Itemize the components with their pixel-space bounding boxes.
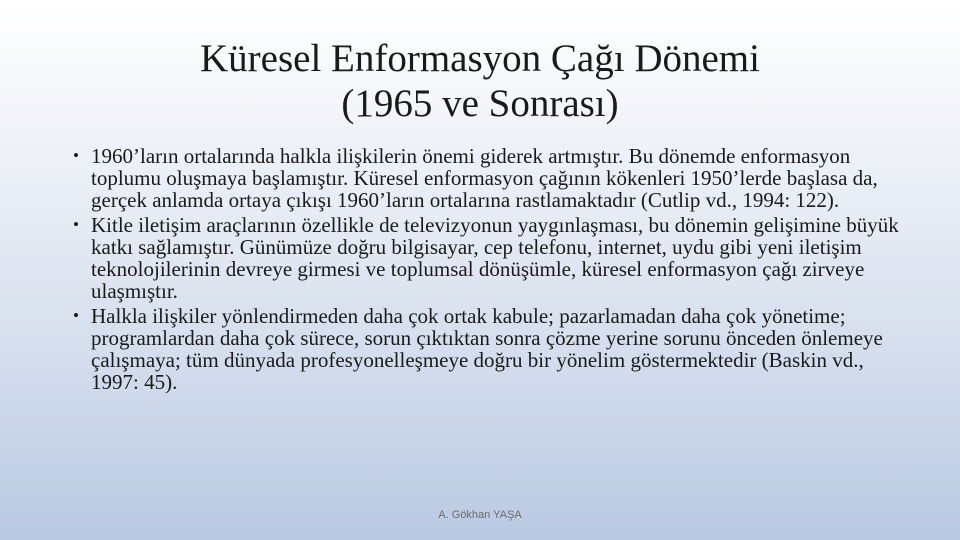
footer-author: A. Gökhan YAŞA [438, 509, 522, 521]
slide-title-line-2: (1965 ve Sonrası) [341, 82, 619, 125]
bullet-text: 1960’ların ortalarında halkla ilişkilerin önemi giderek artmıştır. Bu dönemde enformasyon toplumu oluşmaya başlamıştır. Küresel enformasyon çağının kökenleri 1950’lerde başlasa da, gerçek anlamda ortaya çıkışı 1960’ların ortalarına rastlamaktadır (Cutlip vd., 1994: 122). [91, 144, 878, 212]
slide-title [80, 36, 880, 126]
bullet-item [70, 305, 900, 393]
bullet-item [70, 214, 900, 302]
slide-title-line-1: Küresel Enformasyon Çağı Dönemi [200, 37, 760, 80]
bullet-list [70, 145, 900, 396]
bullet-item [70, 145, 900, 211]
bullet-text: Halkla ilişkiler yönlendirmeden daha çok ortak kabule; pazarlamadan daha çok yönetime; programlardan daha çok sürece, sorun çıktıktan sonra çözme yerine sorunu önceden önlemeye çalışmaya; tüm dünyada profesyonelleşmeye doğru bir yönelim göstermektedir (Baskin vd., 1997: 45). [91, 304, 883, 394]
bullet-dot-icon: • [73, 306, 79, 325]
bullet-text: Kitle iletişim araçlarının özellikle de televizyonun yaygınlaşması, bu dönemin gelişimine büyük katkı sağlamıştır. Günümüze doğru bilgisayar, cep telefonu, internet, uydu gibi yeni iletişim teknolojilerinin devreye girmesi ve toplumsal dönüşümle, küresel enformasyon çağı zirveye ulaşmıştır. [91, 213, 899, 303]
bullet-dot-icon: • [73, 146, 79, 165]
bullet-dot-icon: • [73, 215, 79, 234]
